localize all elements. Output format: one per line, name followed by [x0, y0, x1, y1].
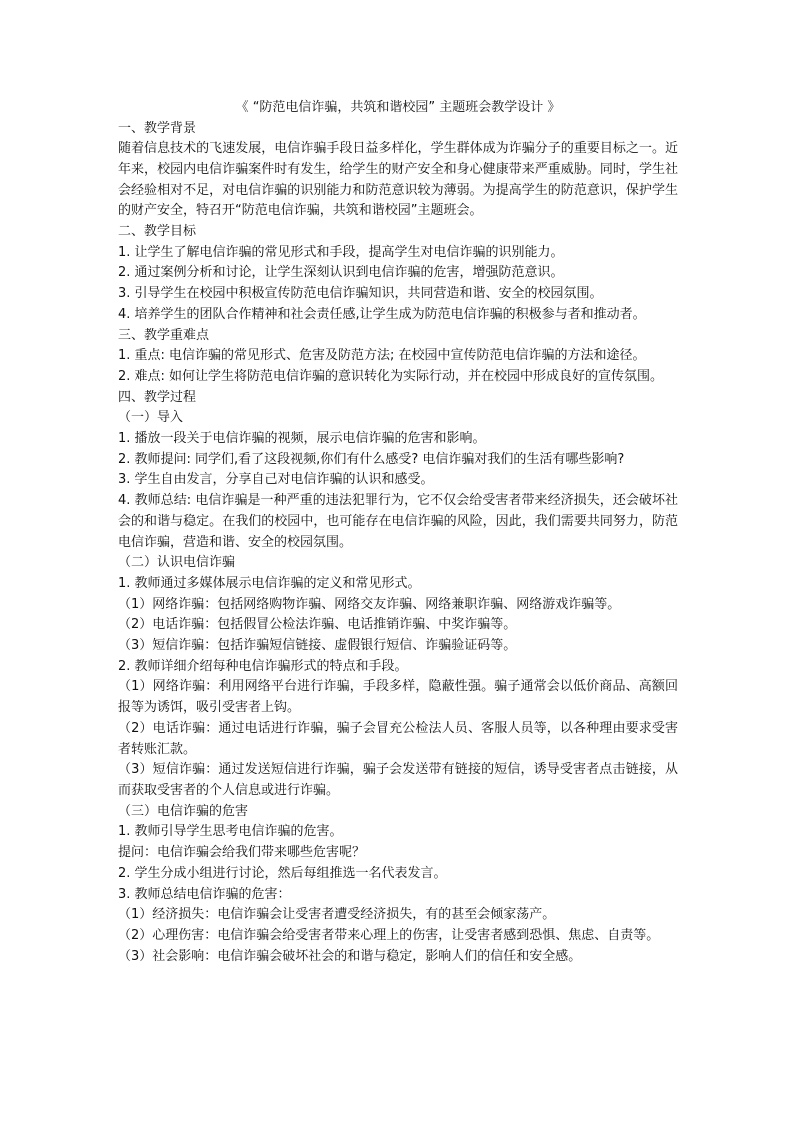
harm-question: 提问：电信诈骗会给我们带来哪些危害呢？: [118, 845, 366, 861]
fraud-detail-network: （1）网络诈骗：利用网络平台进行诈骗，手段多样，隐蔽性强。骗子通常会以低价商品、高额回报等为诱饵，吸引受害者上钩。: [118, 679, 678, 716]
document-page: [118, 98, 678, 967]
intro-step-2: 2. 教师提问: 同学们,看了这段视频,你们有什么感受? 电信诈骗对我们的生活有哪些影响?: [118, 451, 625, 467]
objective-item-1: 1. 让学生了解电信诈骗的常见形式和手段，提高学生对电信诈骗的识别能力。: [118, 244, 564, 260]
section-heading-key-points: 三、教学重难点: [118, 327, 210, 343]
section-heading-background: 一、教学背景: [118, 120, 197, 136]
section-heading-process: 四、教学过程: [118, 389, 197, 405]
section-heading-objectives: 二、教学目标: [118, 224, 197, 240]
objective-item-2: 2. 通过案例分析和讨论，让学生深刻认识到电信诈骗的危害，增强防范意识。: [118, 265, 564, 281]
fraud-form-phone: （2）电话诈骗：包括假冒公检法诈骗、电话推销诈骗、中奖诈骗等。: [118, 617, 517, 633]
objective-item-4: 4. 培养学生的团队合作精神和社会责任感,让学生成为防范电信诈骗的积极参与者和推动者。: [118, 306, 646, 322]
recognize-step-2: 2. 教师详细介绍每种电信诈骗形式的特点和手段。: [118, 658, 408, 674]
subsection-heading-recognize: （二）认识电信诈骗: [118, 555, 236, 571]
harm-psychological: （2）心理伤害：电信诈骗会给受害者带来心理上的伤害，让受害者感到恐惧、焦虑、自责等。: [118, 927, 660, 943]
harm-step-1: 1. 教师引导学生思考电信诈骗的危害。: [118, 824, 343, 840]
document-title: 《 “防范电信诈骗，共筑和谐校园” 主题班会教学设计 》: [235, 100, 561, 115]
harm-step-3: 3. 教师总结电信诈骗的危害：: [118, 886, 291, 902]
harm-economic: （1）经济损失：电信诈骗会让受害者遭受经济损失，有的甚至会倾家荡产。: [118, 907, 556, 923]
intro-step-3: 3. 学生自由发言，分享自己对电信诈骗的认识和感受。: [118, 472, 434, 488]
intro-step-4: 4. 教师总结: 电信诈骗是一种严重的违法犯罪行为，它不仅会给受害者带来经济损失，还会破坏社会的和谐与稳定。在我们的校园中，也可能存在电信诈骗的风险，因此，我们需要共同努力，防范电信诈骗，营造和谐、安全的校园氛围。: [118, 493, 678, 550]
intro-step-1: 1. 播放一段关于电信诈骗的视频，展示电信诈骗的危害和影响。: [118, 431, 486, 447]
subsection-heading-harm: （三）电信诈骗的危害: [118, 803, 249, 819]
fraud-detail-phone: （2）电话诈骗：通过电话进行诈骗，骗子会冒充公检法人员、客服人员等，以各种理由要求受害者转账汇款。: [118, 720, 678, 757]
key-point-item-1: 1. 重点: 电信诈骗的常见形式、危害及防范方法; 在校园中宣传防范电信诈骗的方法和途径。: [118, 348, 646, 364]
fraud-detail-sms: （3）短信诈骗：通过发送短信进行诈骗，骗子会发送带有链接的短信，诱导受害者点击链接，从而获取受害者的个人信息或进行诈骗。: [118, 762, 678, 798]
fraud-form-network: （1）网络诈骗：包括网络购物诈骗、网络交友诈骗、网络兼职诈骗、网络游戏诈骗等。: [118, 596, 621, 612]
objective-item-3: 3. 引导学生在校园中积极宣传防范电信诈骗知识，共同营造和谐、安全的校园氛围。: [118, 286, 603, 302]
paragraph-background: 随着信息技术的飞速发展，电信诈骗手段日益多样化，学生群体成为诈骗分子的重要目标之一。近年来，校园内电信诈骗案件时有发生，给学生的财产安全和身心健康带来严重威胁。同时，学生社会经验相对不足，对电信诈骗的识别能力和防范意识较为薄弱。为提高学生的防范意识，保护学生的财产安全，特召开“防范电信诈骗，共筑和谐校园”主题班会。: [118, 141, 678, 219]
key-point-item-2: 2. 难点: 如何让学生将防范电信诈骗的意识转化为实际行动，并在校园中形成良好的宣传氛围。: [118, 368, 664, 384]
harm-social: （3）社会影响：电信诈骗会破坏社会的和谐与稳定，影响人们的信任和安全感。: [118, 948, 582, 964]
harm-step-2: 2. 学生分成小组进行讨论，然后每组推选一名代表发言。: [118, 865, 447, 881]
recognize-step-1: 1. 教师通过多媒体展示电信诈骗的定义和常见形式。: [118, 575, 421, 591]
subsection-heading-intro: （一）导入: [118, 410, 184, 426]
fraud-form-sms: （3）短信诈骗：包括诈骗短信链接、虚假银行短信、诈骗验证码等。: [118, 638, 517, 654]
